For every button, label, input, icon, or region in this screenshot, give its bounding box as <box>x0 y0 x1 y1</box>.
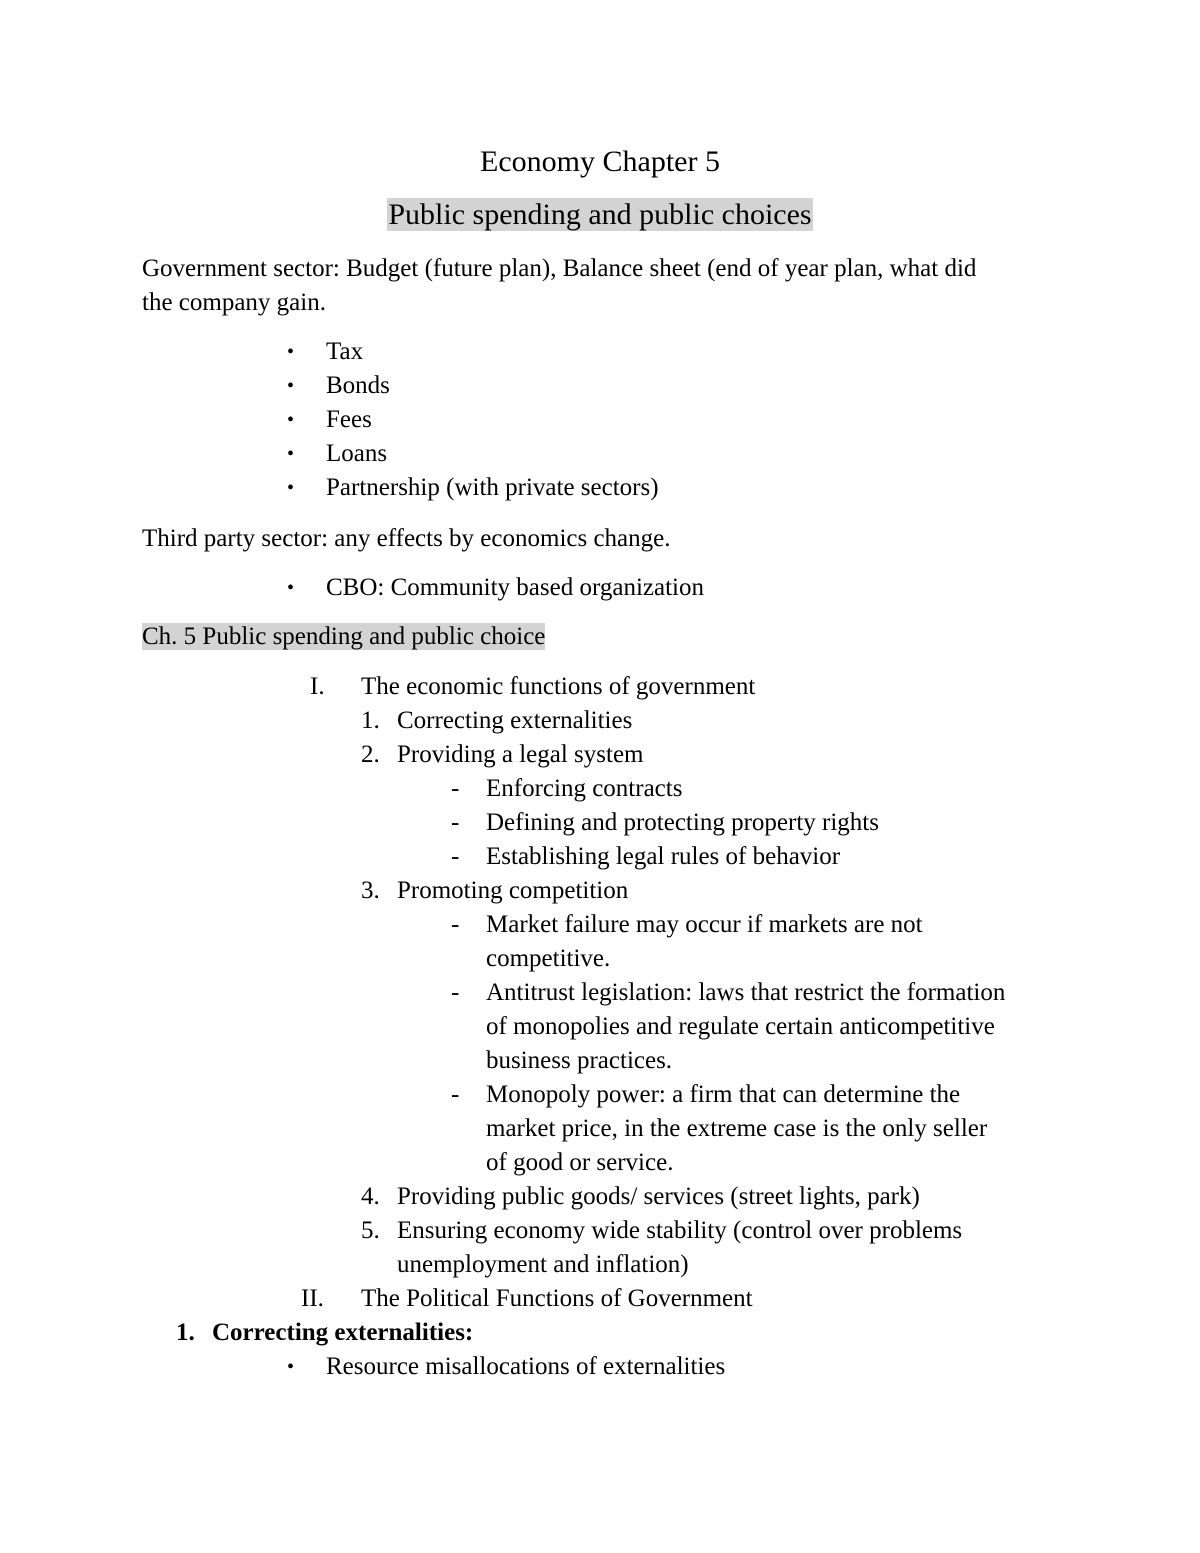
dash-item-cont: market price, in the extreme case is the only seller <box>486 1115 988 1142</box>
outline-num: 1. <box>361 707 380 734</box>
gov-sector-line2: the company gain. <box>142 289 326 316</box>
bullet-icon: • <box>287 341 295 363</box>
outline-item: Ensuring economy wide stability (control over problems <box>397 1217 963 1244</box>
bullet-icon: • <box>287 375 295 397</box>
dash-marker: - <box>451 775 460 802</box>
dash-item-cont: business practices. <box>486 1047 673 1074</box>
dash-item: Enforcing contracts <box>486 775 683 802</box>
dash-item-cont: of monopolies and regulate certain anticompetitive <box>486 1013 995 1040</box>
outline-item: Correcting externalities <box>397 707 633 734</box>
bold-section-title: Correcting externalities: <box>212 1319 474 1346</box>
list-item: CBO: Community based organization <box>326 574 704 601</box>
third-party-line: Third party sector: any effects by economics change. <box>142 525 671 552</box>
bullet-icon: • <box>287 577 295 599</box>
dash-marker: - <box>451 1081 460 1108</box>
bullet-icon: • <box>287 443 295 465</box>
outline-num: 3. <box>361 877 380 904</box>
outline-item: Providing public goods/ services (street lights, park) <box>397 1183 920 1210</box>
page-subtitle <box>0 195 1200 235</box>
dash-item: Monopoly power: a firm that can determine the <box>486 1081 961 1108</box>
gov-sector-line1: Government sector: Budget (future plan), Balance sheet (end of year plan, what did <box>142 255 977 282</box>
bullet-icon: • <box>287 409 295 431</box>
dash-item: Antitrust legislation: laws that restrict the formation <box>486 979 1006 1006</box>
outline-num: 5. <box>361 1217 380 1244</box>
bullet-icon: • <box>287 477 295 499</box>
bullet-icon: • <box>287 1356 295 1378</box>
list-item: Bonds <box>326 372 390 399</box>
bold-section-num: 1. <box>176 1319 195 1346</box>
outline-num: 2. <box>361 741 380 768</box>
outline-roman-text: The Political Functions of Government <box>361 1285 753 1312</box>
page-subtitle-text: Public spending and public choices <box>388 198 812 231</box>
dash-item-cont: competitive. <box>486 945 611 972</box>
dash-marker: - <box>451 809 460 836</box>
dash-marker: - <box>451 843 460 870</box>
outline-item: Promoting competition <box>397 877 629 904</box>
page-title-text: Economy Chapter 5 <box>480 145 720 178</box>
outline-item-cont: unemployment and inflation) <box>397 1251 689 1278</box>
dash-item: Establishing legal rules of behavior <box>486 843 841 870</box>
section-heading-text: Ch. 5 Public spending and public choice <box>142 623 546 650</box>
section-heading <box>142 620 545 654</box>
dash-item-cont: of good or service. <box>486 1149 674 1176</box>
outline-roman-num: I. <box>310 673 325 700</box>
dash-marker: - <box>451 979 460 1006</box>
dash-marker: - <box>451 911 460 938</box>
list-item: Loans <box>326 440 388 467</box>
list-item: Fees <box>326 406 372 433</box>
list-item: Resource misallocations of externalities <box>326 1353 726 1380</box>
dash-item: Defining and protecting property rights <box>486 809 879 836</box>
page-title <box>0 142 1200 182</box>
list-item: Tax <box>326 338 364 365</box>
outline-num: 4. <box>361 1183 380 1210</box>
list-item: Partnership (with private sectors) <box>326 474 659 501</box>
outline-item: Providing a legal system <box>397 741 644 768</box>
outline-roman-text: The economic functions of government <box>361 673 756 700</box>
outline-roman-num: II. <box>301 1285 324 1312</box>
dash-item: Market failure may occur if markets are not <box>486 911 923 938</box>
